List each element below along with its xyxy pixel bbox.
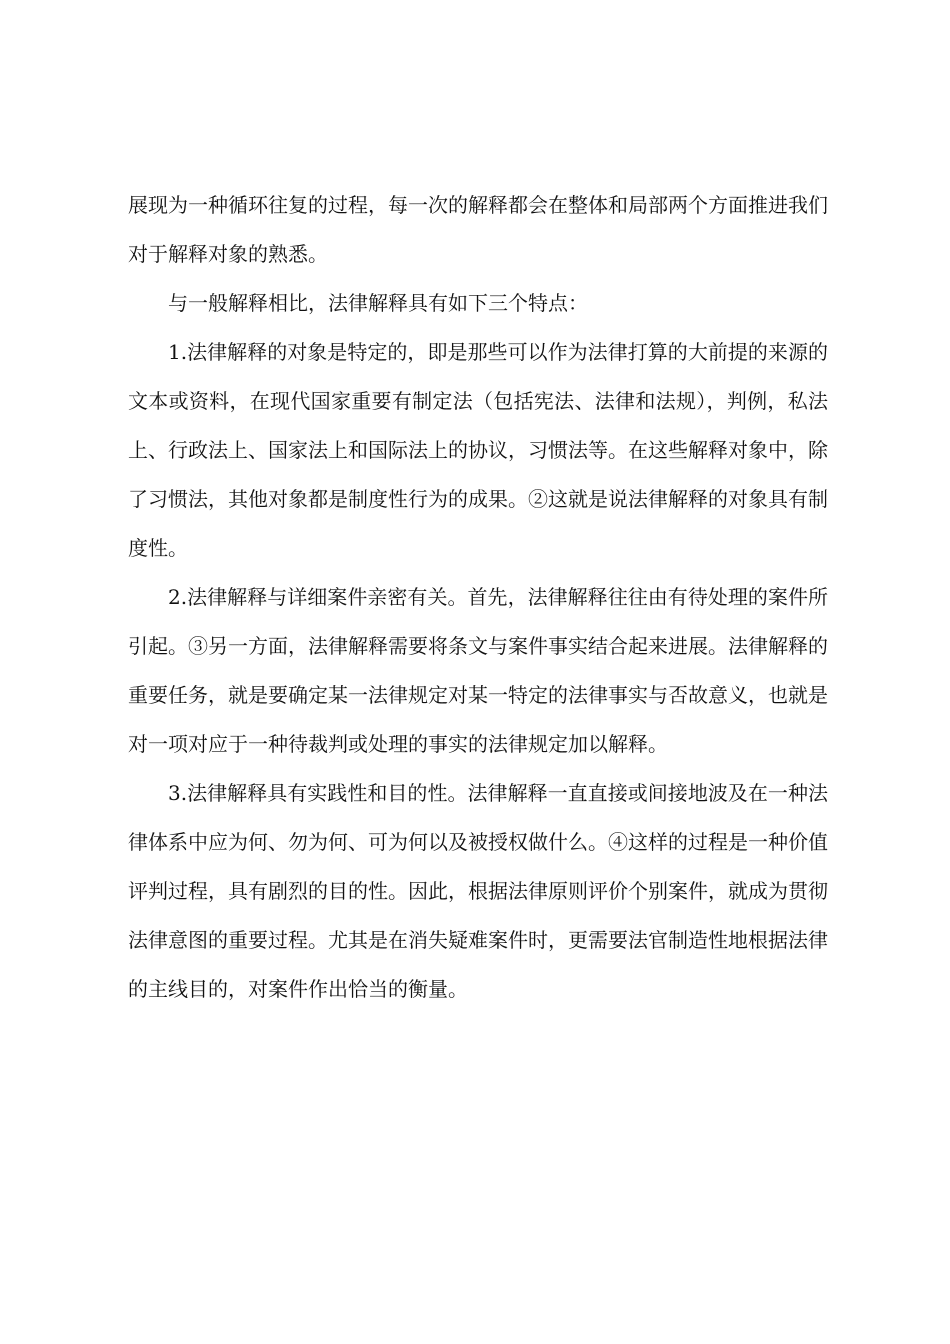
paragraph-continuation: 展现为一种循环往复的过程，每一次的解释都会在整体和局部两个方面推进我们对于解释对象的熟悉。 (128, 193, 828, 266)
document-body (128, 181, 828, 1014)
paragraph-feature-3: 3.法律解释具有实践性和目的性。法律解释一直直接或间接地波及在一种法律体系中应为何、勿为何、可为何以及被授权做什么。④这样的过程是一种价值评判过程，具有剧烈的目的性。因此，根据法律原则评价个别案件，就成为贯彻法律意图的重要过程。尤其是在消失疑难案件时，更需要法官制造性地根据法律的主线目的，对案件作出恰当的衡量。 (128, 781, 828, 1001)
paragraph-feature-2: 2.法律解释与详细案件亲密有关。首先，法律解释往往由有待处理的案件所引起。③另一方面，法律解释需要将条文与案件事实结合起来进展。法律解释的重要任务，就是要确定某一法律规定对某一特定的法律事实与否故意义，也就是对一项对应于一种待裁判或处理的事实的法律规定加以解释。 (128, 585, 828, 756)
paragraph-feature-1: 1.法律解释的对象是特定的，即是那些可以作为法律打算的大前提的来源的文本或资料，在现代国家重要有制定法（包括宪法、法律和法规），判例，私法上、行政法上、国家法上和国际法上的协议，习惯法等。在这些解释对象中，除了习惯法，其他对象都是制度性行为的成果。②这就是说法律解释的对象具有制度性。 (128, 340, 828, 560)
paragraph-intro-features: 与一般解释相比，法律解释具有如下三个特点： (168, 291, 588, 315)
